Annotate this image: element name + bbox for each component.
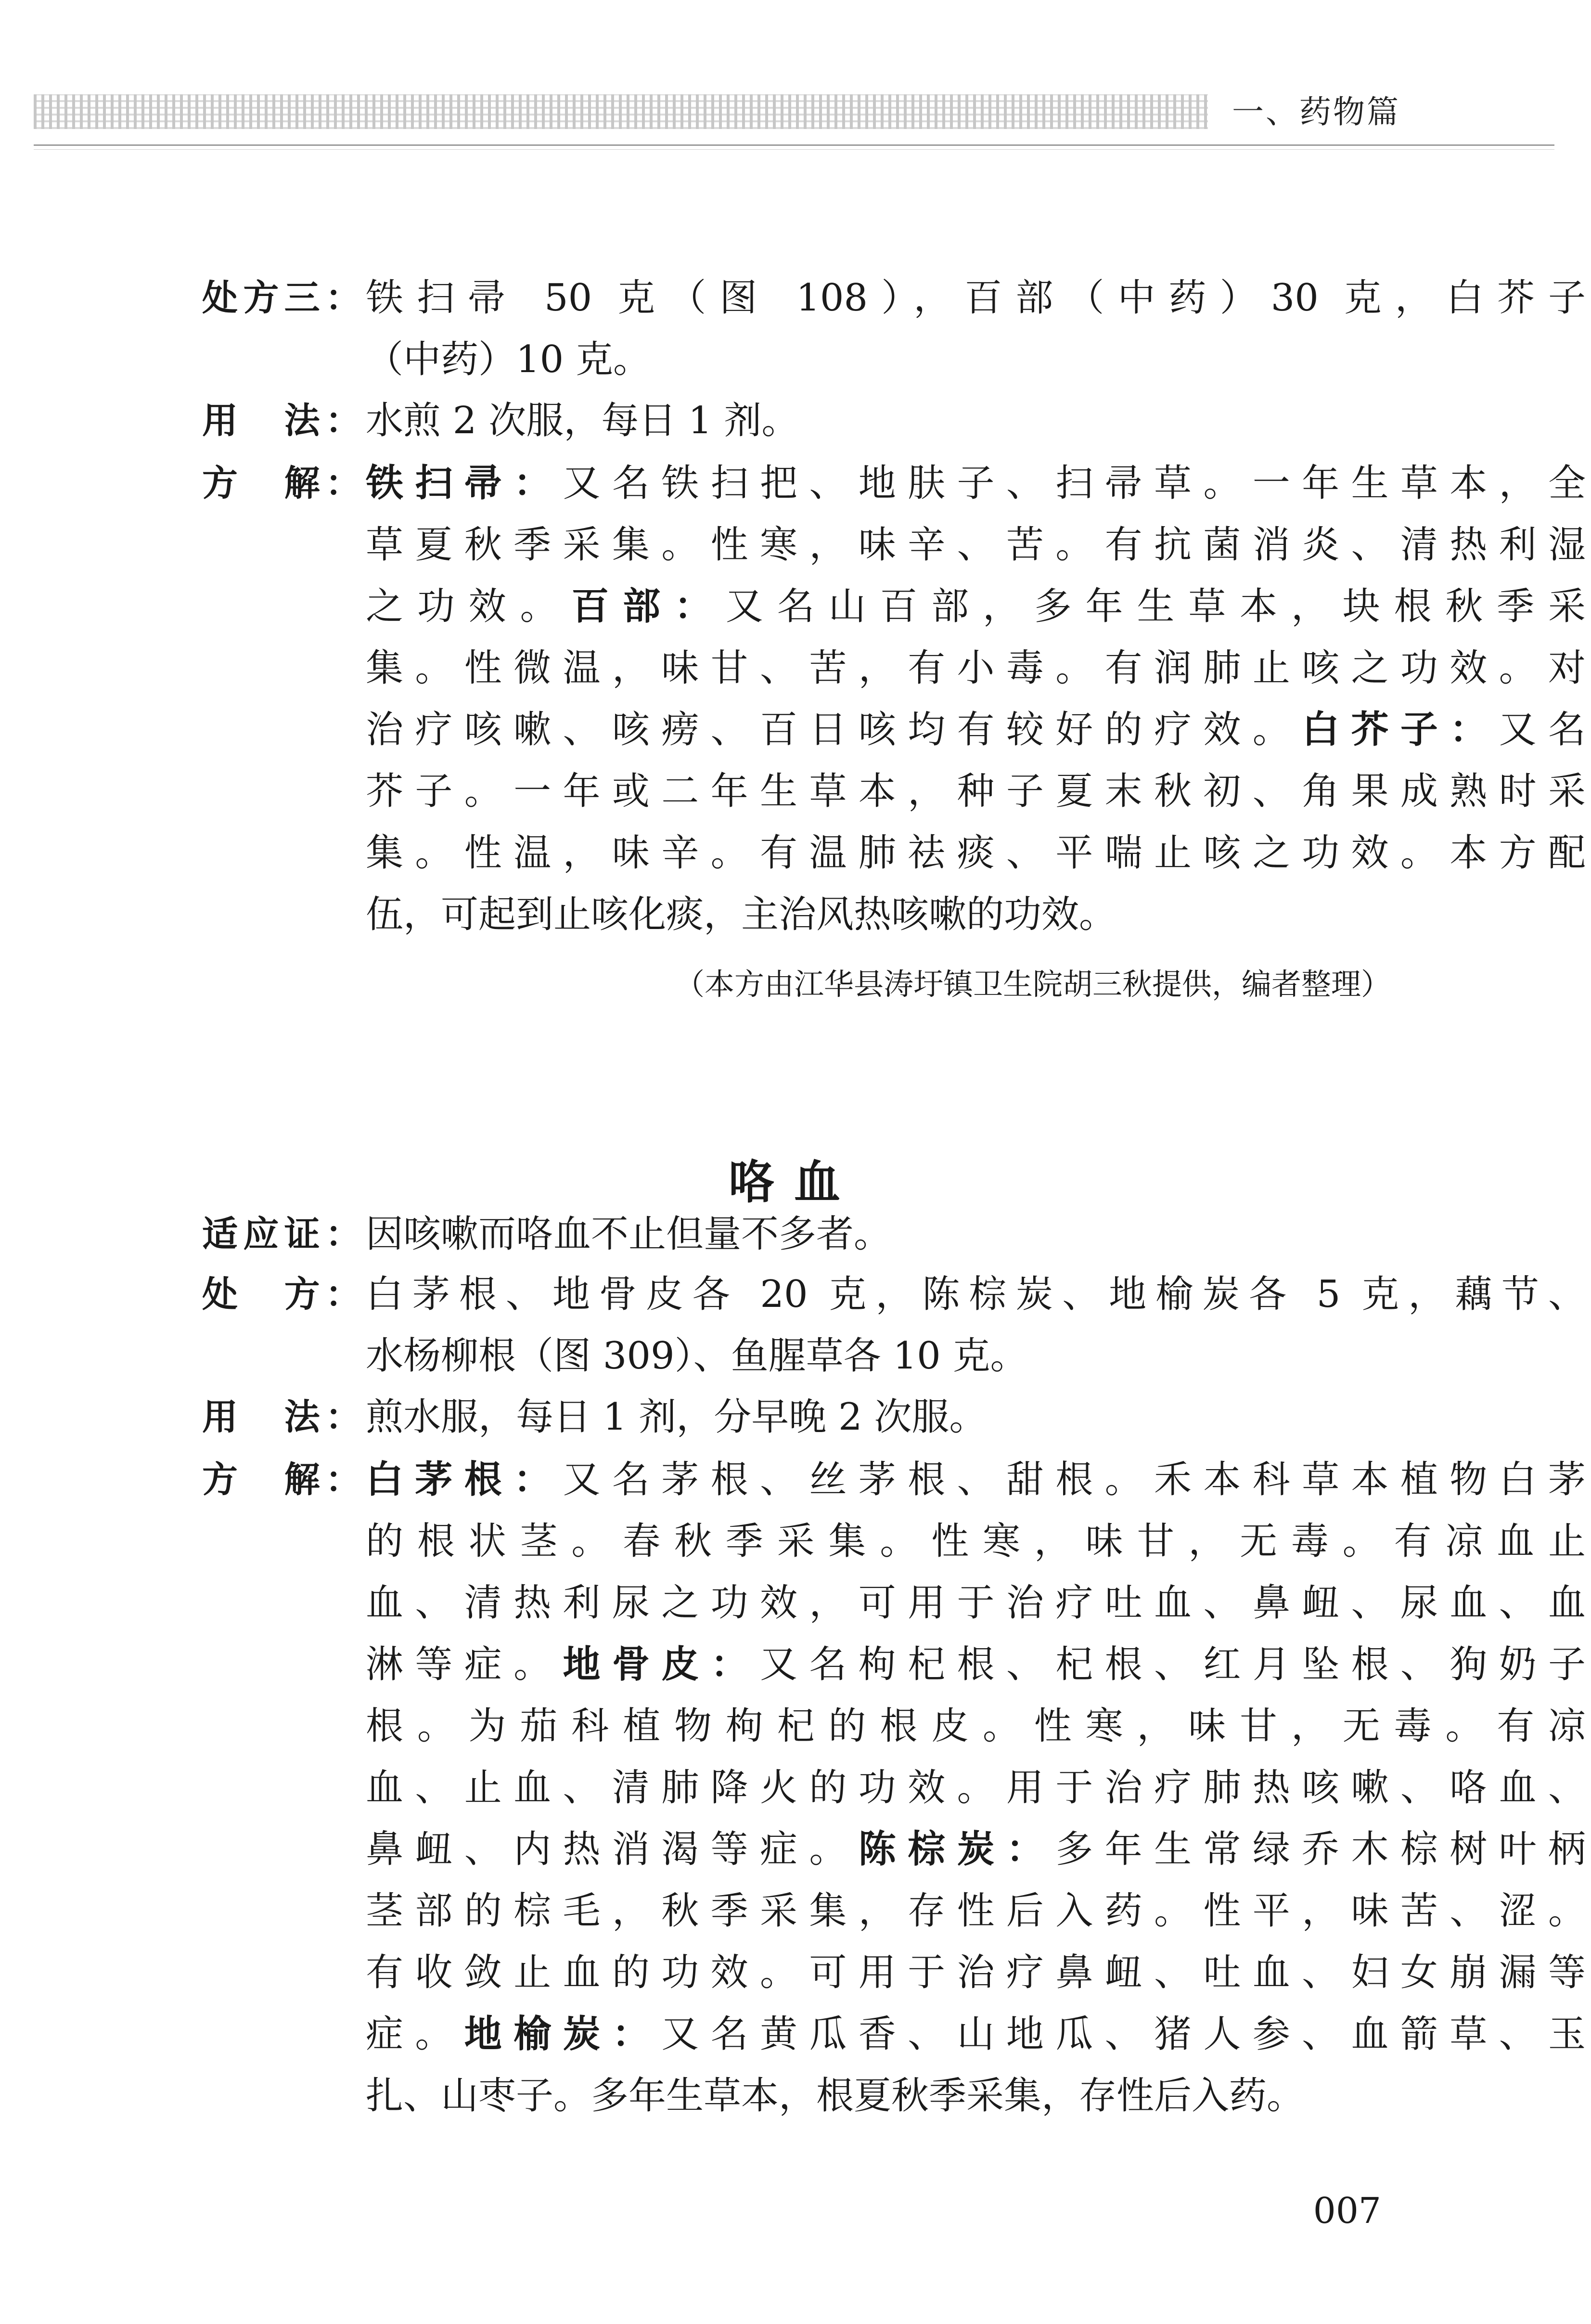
header-rule: [34, 144, 1554, 146]
herb-name: 地榆炭：: [464, 2013, 662, 2056]
explain-line: 淋等症。地骨皮：又名枸杞根、杞根、红月坠根、狗奶子: [366, 1643, 1586, 1686]
section-heading: 咯血: [729, 1155, 860, 1209]
herb-name: 陈棕炭：: [858, 1828, 1056, 1871]
herb-name: 白芥子：: [1302, 708, 1499, 751]
usage-label: 用 法：: [202, 1396, 361, 1438]
rx-line: 白茅根、地骨皮各 20 克，陈棕炭、地榆炭各 5 克，藕节、: [366, 1273, 1586, 1316]
explain-line: 之功效。百部：又名山百部，多年生草本，块根秋季采: [366, 585, 1586, 628]
rx-text: [366, 267, 1586, 390]
source-note: （本方由江华县涛圩镇卫生院胡三秋提供，编者整理）: [674, 967, 1391, 1002]
explain-line: 茎部的棕毛，秋季采集，存性后入药。性平，味苦、涩。: [366, 1889, 1586, 1933]
rx-line: （中药）10 克。: [366, 338, 651, 381]
rx-line: 铁扫帚 50 克（图 108），百部（中药）30 克，白芥子: [366, 276, 1586, 320]
explain-line: 有收敛止血的功效。可用于治疗鼻衄、吐血、妇女崩漏等: [366, 1951, 1586, 1994]
indication-text: 因咳嗽而咯血不止但量不多者。: [366, 1213, 892, 1256]
explain-line: 的根状茎。春秋季采集。性寒，味甘，无毒。有凉血止: [366, 1520, 1586, 1563]
explain-line: 芥子。一年或二年生草本，种子夏末秋初、角果成熟时采: [366, 770, 1586, 813]
herb-name: 地骨皮：: [563, 1643, 760, 1686]
rx-label: 处方三：: [202, 277, 361, 319]
herb-name: 百部：: [571, 585, 726, 628]
explain-line: 症。地榆炭：又名黄瓜香、山地瓜、猪人参、血箭草、玉: [366, 2013, 1586, 2056]
page-number: 007: [1313, 2190, 1381, 2232]
rx-text: [366, 1264, 1586, 1387]
explain-text: [366, 1449, 1586, 2127]
explain-text: [366, 452, 1586, 945]
explain-line: 扎、山枣子。多年生草本，根夏秋季采集，存性后入药。: [366, 2074, 1305, 2117]
explain-line: 草夏秋季采集。性寒，味辛、苦。有抗菌消炎、清热利湿: [366, 523, 1586, 567]
explain-label: 方 解：: [202, 463, 361, 504]
explain-line: 血、止血、清肺降火的功效。用于治疗肺热咳嗽、咯血、: [366, 1766, 1586, 1809]
explain-line: 集。性微温，味甘、苦，有小毒。有润肺止咳之功效。对: [366, 646, 1586, 690]
herb-name: 铁扫帚：: [366, 462, 563, 505]
explain-line: 根。为茄科植物枸杞的根皮。性寒，味甘，无毒。有凉: [366, 1704, 1586, 1748]
explain-line: 伍，可起到止咳化痰，主治风热咳嗽的功效。: [366, 893, 1117, 936]
rx-label: 处 方：: [202, 1274, 361, 1315]
usage-text: 煎水服，每日 1 剂，分早晚 2 次服。: [366, 1395, 987, 1439]
herb-name: 白茅根：: [366, 1458, 563, 1501]
indication-label: 适应证：: [202, 1214, 361, 1255]
header-ornament-band: [34, 94, 1208, 129]
explain-line: 治疗咳嗽、咳痨、百日咳均有较好的疗效。白芥子：又名: [366, 708, 1586, 751]
section-title: 一、药物篇: [1232, 93, 1400, 130]
explain-label: 方 解：: [202, 1459, 361, 1500]
rx-line: 水杨柳根（图 309）、鱼腥草各 10 克。: [366, 1334, 1028, 1378]
explain-line: 铁扫帚：又名铁扫把、地肤子、扫帚草。一年生草本，全: [366, 462, 1586, 505]
explain-line: 血、清热利尿之功效，可用于治疗吐血、鼻衄、尿血、血: [366, 1581, 1586, 1625]
header-rule-thin: [34, 149, 1554, 150]
explain-line: 白茅根：又名茅根、丝茅根、甜根。禾本科草本植物白茅: [366, 1458, 1586, 1501]
usage-label: 用 法：: [202, 400, 361, 441]
usage-text: 水煎 2 次服，每日 1 剂。: [366, 399, 799, 442]
explain-line: 鼻衄、内热消渴等症。陈棕炭：多年生常绿乔木棕树叶柄: [366, 1828, 1586, 1871]
explain-line: 集。性温，味辛。有温肺祛痰、平喘止咳之功效。本方配: [366, 831, 1586, 875]
